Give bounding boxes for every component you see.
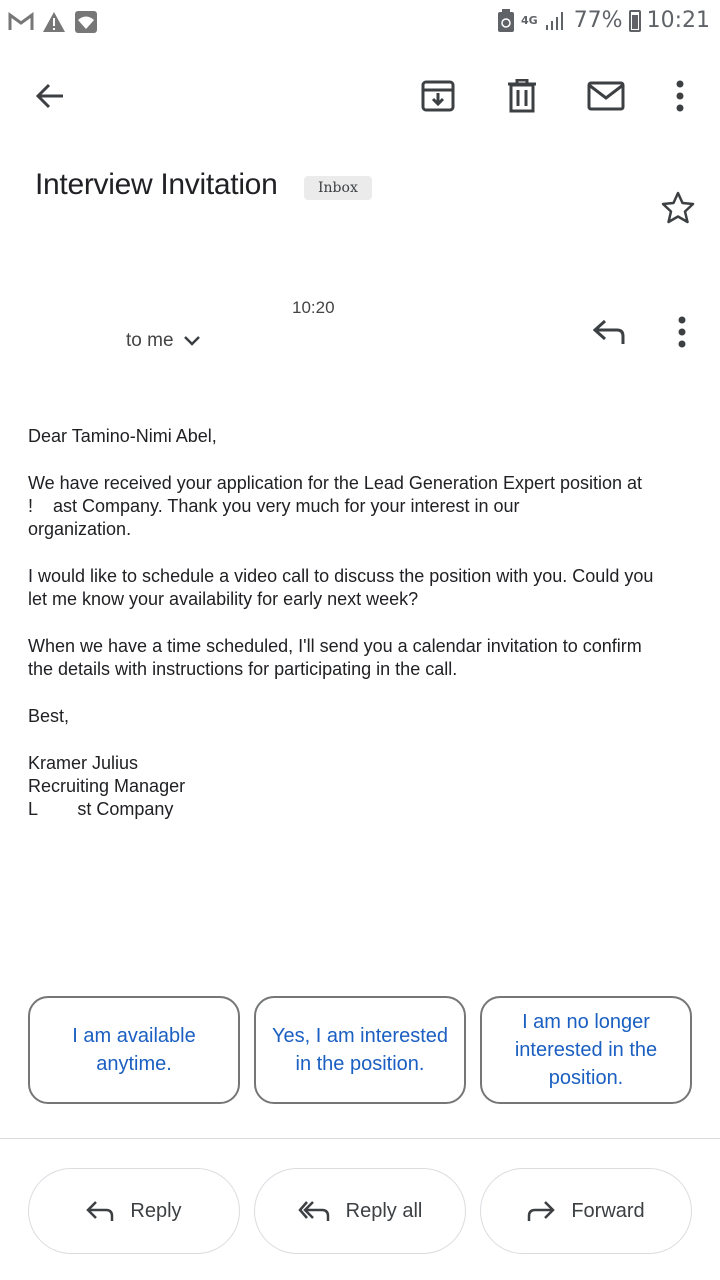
wifi-icon [74, 10, 98, 34]
reply-icon [593, 319, 627, 345]
forward-button[interactable] [480, 1168, 692, 1254]
reply-label: Reply [130, 1199, 182, 1222]
body-greeting: Dear Tamino-Nimi Abel, [28, 426, 217, 446]
app-bar [0, 60, 720, 132]
recipient-text: to me [126, 330, 174, 351]
reply-icon-button[interactable] [584, 308, 636, 356]
reply-icon [86, 1200, 114, 1222]
body-paragraph-1: We have received your application for the Lead Generation Expert position at ! ast Company. Thank you very much for your interest in our organization. [28, 473, 643, 539]
delete-icon [507, 79, 537, 113]
divider [0, 1138, 720, 1139]
inbox-label-chip[interactable]: Inbox [304, 176, 372, 200]
back-arrow-icon [35, 83, 65, 109]
smart-reply-3[interactable]: I am no longer interested in the position. [480, 996, 692, 1104]
mark-unread-icon [587, 81, 625, 111]
body-paragraph-3: When we have a time scheduled, I'll send you a calendar invitation to confirm the details with instructions for participating in the call. [28, 636, 642, 679]
smart-reply-2[interactable]: Yes, I am interested in the position. [254, 996, 466, 1104]
recycle-icon [497, 9, 515, 33]
reply-all-label: Reply all [345, 1199, 423, 1222]
chevron-down-icon [184, 336, 200, 346]
status-left-icons [8, 10, 98, 34]
more-vert-icon [675, 80, 685, 112]
email-time: 10:20 [292, 298, 335, 317]
smart-reply-1[interactable]: I am available anytime. [28, 996, 240, 1104]
body-closing: Best, [28, 706, 70, 726]
delete-button[interactable] [498, 72, 546, 120]
status-bar [0, 0, 720, 44]
archive-button[interactable] [414, 72, 462, 120]
warning-icon [42, 11, 66, 33]
more-vert-icon [677, 316, 687, 348]
body-paragraph-2: I would like to schedule a video call to discuss the position with you. Could you let me know your availability for early next week? [28, 566, 654, 609]
star-button[interactable] [654, 184, 702, 232]
network-type: 4G [521, 13, 538, 27]
reply-all-button[interactable] [254, 1168, 466, 1254]
clock: 10:21 [646, 8, 710, 33]
mark-unread-button[interactable] [582, 72, 630, 120]
more-options-button[interactable] [656, 72, 704, 120]
archive-icon [421, 79, 455, 113]
forward-icon [527, 1200, 555, 1222]
reply-button[interactable] [28, 1168, 240, 1254]
back-button[interactable] [26, 72, 74, 120]
star-icon [661, 191, 695, 225]
email-subject: Interview Invitation [35, 168, 278, 201]
recipient-details-toggle[interactable] [126, 330, 200, 352]
body-signature: Kramer Julius Recruiting Manager L st Company [28, 753, 186, 819]
battery-percent: 77% [573, 8, 623, 33]
reply-all-icon [298, 1200, 330, 1222]
email-body [28, 425, 698, 845]
message-more-button[interactable] [662, 308, 702, 356]
battery-icon [629, 10, 641, 32]
signal-icon [544, 11, 568, 31]
status-right [497, 8, 710, 33]
gmail-icon [8, 12, 34, 32]
forward-label: Forward [571, 1199, 645, 1222]
